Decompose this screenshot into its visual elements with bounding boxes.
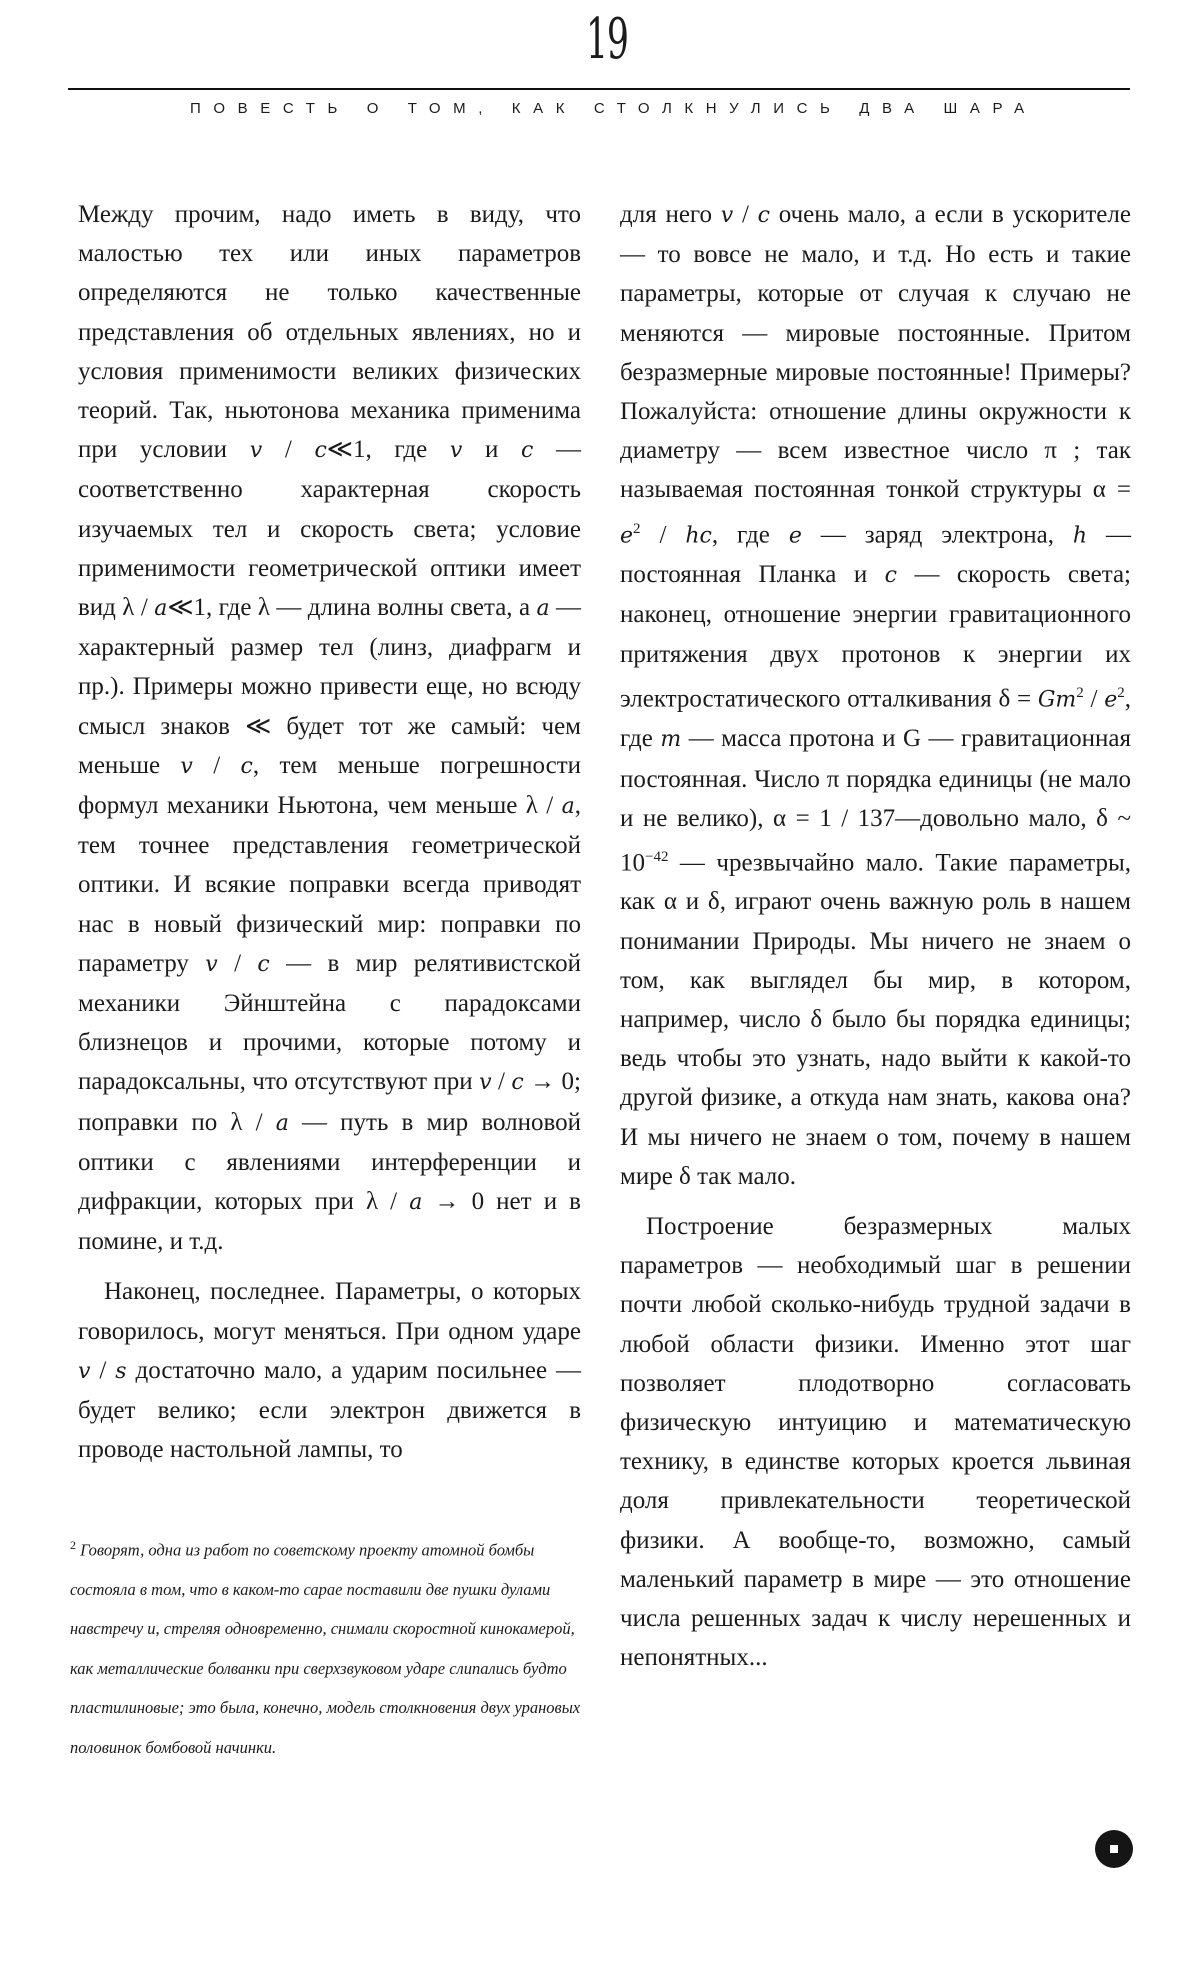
- left-paragraph-2: Наконец, последнее. Параметры, о которых говорилось, могут меняться. При одном ударе v / s достаточно мало, а ударим посильнее — будет велико; если электрон движется в проводе настольной лампы, то: [78, 1278, 581, 1464]
- footnote-body: Говорят, одна из работ по советскому проекту атомной бомбы состояла в том, что в каком-то сарае поставили две пушки дулами навстречу и, стреляя одновременно, снимали скоростной кинокамерой, как металлические болванки при сверхзвуковом ударе слипались будто пластилиновые; это была, конечно, модель столкновения двух урановых половинок бомбовой начинки.: [70, 1540, 581, 1757]
- footnote-text: [70, 1526, 585, 1767]
- header-rule: [68, 88, 1130, 90]
- right-column: [620, 195, 1131, 1678]
- running-title: ПОВЕСТЬ О ТОМ, КАК СТОЛКНУЛИСЬ ДВА ШАРА: [190, 100, 1037, 117]
- left-column: [78, 195, 581, 1470]
- left-paragraph-1: Между прочим, надо иметь в виду, что малостью тех или иных параметров определяются не только качественные представления об отдельных явлениях, но и условия применимости великих физических теорий. Так, ньютонова механика применима при условии v / c≪1, где v и c — соответственно характерная скорость изучаемых тел и скорость света; условие применимости геометрической оптики имеет вид λ / a≪1, где λ — длина волны света, а a — характерный размер тел (линз, диафрагм и пр.). Примеры можно привести еще, но всюду смысл знаков ≪ будет тот же самый: чем меньше v / c, тем меньше погрешности формул механики Ньютона, чем меньше λ / a, тем точнее представления геометрической оптики. И всякие поправки всегда приводят нас в новый физический мир: поправки по параметру v / c — в мир релятивистской механики Эйнштейна с парадоксами близнецов и прочими, которые потому и парадоксальны, что отсутствуют при v / c → 0; поправки по λ / a — путь в мир волновой оптики с явлениями интерференции и дифракции, которых при λ / a → 0 нет и в помине, и т.д.: [78, 201, 582, 1256]
- footnote: [70, 1526, 585, 1767]
- section-end-mark: [1095, 1830, 1133, 1868]
- footnote-marker: 2: [70, 1538, 76, 1552]
- right-paragraph-2: Построение безразмерных малых параметров — необходимый шаг в решении почти любой сколько-нибудь трудной задачи в любой области физики. Именно этот шаг позволяет плодотворно согласовать физическую интуицию и математическую технику, в единстве которых кроется львиная доля привлекательности теоретической физики. А вообще-то, возможно, самый маленький параметр в мире — это отношение числа решенных задач к числу нерешенных и непонятных...: [620, 1213, 1131, 1672]
- right-paragraph-1: для него v / c очень мало, а если в ускорителе — то вовсе не мало, и т.д. Но есть и такие параметры, которые от случая к случаю не меняются — мировые постоянные. Притом безразмерные мировые постоянные! Примеры? Пожалуйста: отношение длины окружности к диаметру — всем известное число π ; так называемая постоянная тонкой структуры $\alpha = e^2$ / hc, где e — заряд электрона, h — постоянная Планка и c — скорость света; наконец, отношение энергии гравитационного притяжения двух протонов к энергии их электростатического отталкивания $\delta = Gm^2 / e^2$, где m — масса протона и G — гравитационная постоянная. Число π порядка единицы (не мало и не велико), α = 1 / 137—довольно мало, δ ~ $10^{-42}$ — чрезвычайно мало. Такие параметры, как α и δ, играют очень важную роль в нашем понимании Природы. Мы ничего не знаем о том, как выглядел бы мир, в котором, например, число δ было бы порядка единицы; ведь чтобы это узнать, надо выйти к какой-то другой физике, а откуда нам знать, какова она? И мы ничего не знаем о том, почему в нашем мире δ так мало.: [620, 201, 1132, 1190]
- page-number: 19: [586, 7, 628, 72]
